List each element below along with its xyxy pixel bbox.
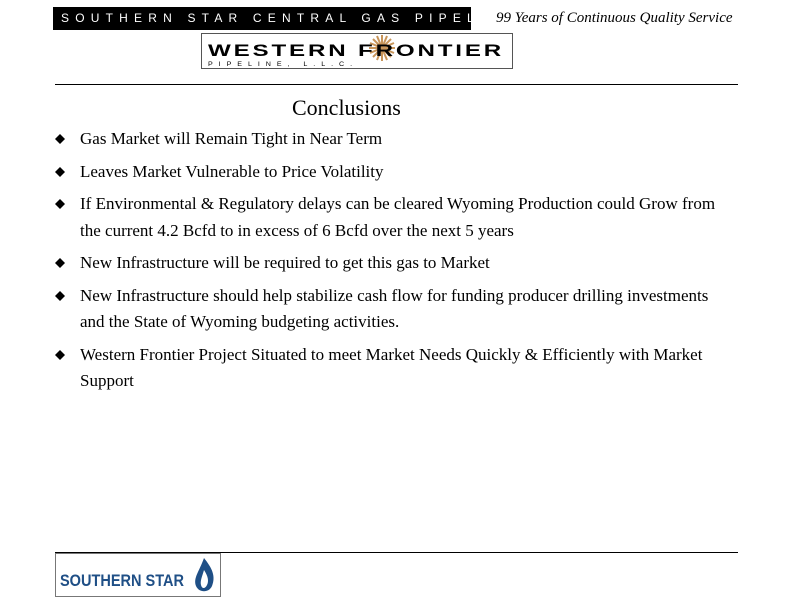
top-divider: [55, 84, 738, 85]
western-frontier-logo: [201, 33, 513, 69]
bullet-text: If Environmental & Regulatory delays can be cleared Wyoming Production could Grow from the current 4.2 Bcfd to in excess of 6 Bcfd over the next 5 years: [80, 194, 716, 240]
diamond-bullet-icon: [55, 258, 65, 268]
list-item: [55, 250, 735, 277]
bullet-text: Leaves Market Vulnerable to Price Volatility: [80, 161, 384, 181]
list-item: [55, 342, 735, 395]
wf-logo-line1: WESTERN FRONTIER: [208, 41, 504, 60]
ss-logo-text: SOUTHERN STAR: [60, 571, 184, 590]
bullet-text: New Infrastructure should help stabilize cash flow for funding producer drilling investments and the State of Wyoming budgeting activities.: [80, 285, 709, 331]
tagline: 99 Years of Continuous Quality Service: [496, 10, 733, 26]
slide-title: Conclusions: [292, 95, 401, 120]
diamond-bullet-icon: [55, 291, 65, 301]
flame-icon: [195, 558, 213, 591]
conclusions-list: [55, 126, 735, 401]
list-item: [55, 283, 735, 336]
diamond-bullet-icon: [55, 167, 65, 177]
diamond-bullet-icon: [55, 134, 65, 144]
wf-logo-line2: PIPELINE, L.L.C.: [208, 62, 358, 68]
bullet-text: Western Frontier Project Situated to meet Market Needs Quickly & Efficiently with Market Support: [80, 344, 703, 390]
diamond-bullet-icon: [55, 199, 65, 209]
bullet-text: Gas Market will Remain Tight in Near Term: [80, 129, 383, 148]
southern-star-logo: [55, 553, 221, 597]
company-banner: SOUTHERN STAR CENTRAL GAS PIPELINE: [53, 7, 471, 30]
list-item: [55, 159, 735, 186]
list-item: [55, 191, 735, 244]
bullet-text: New Infrastructure will be required to get this gas to Market: [80, 253, 490, 272]
list-item: [55, 126, 735, 153]
diamond-bullet-icon: [55, 350, 65, 360]
